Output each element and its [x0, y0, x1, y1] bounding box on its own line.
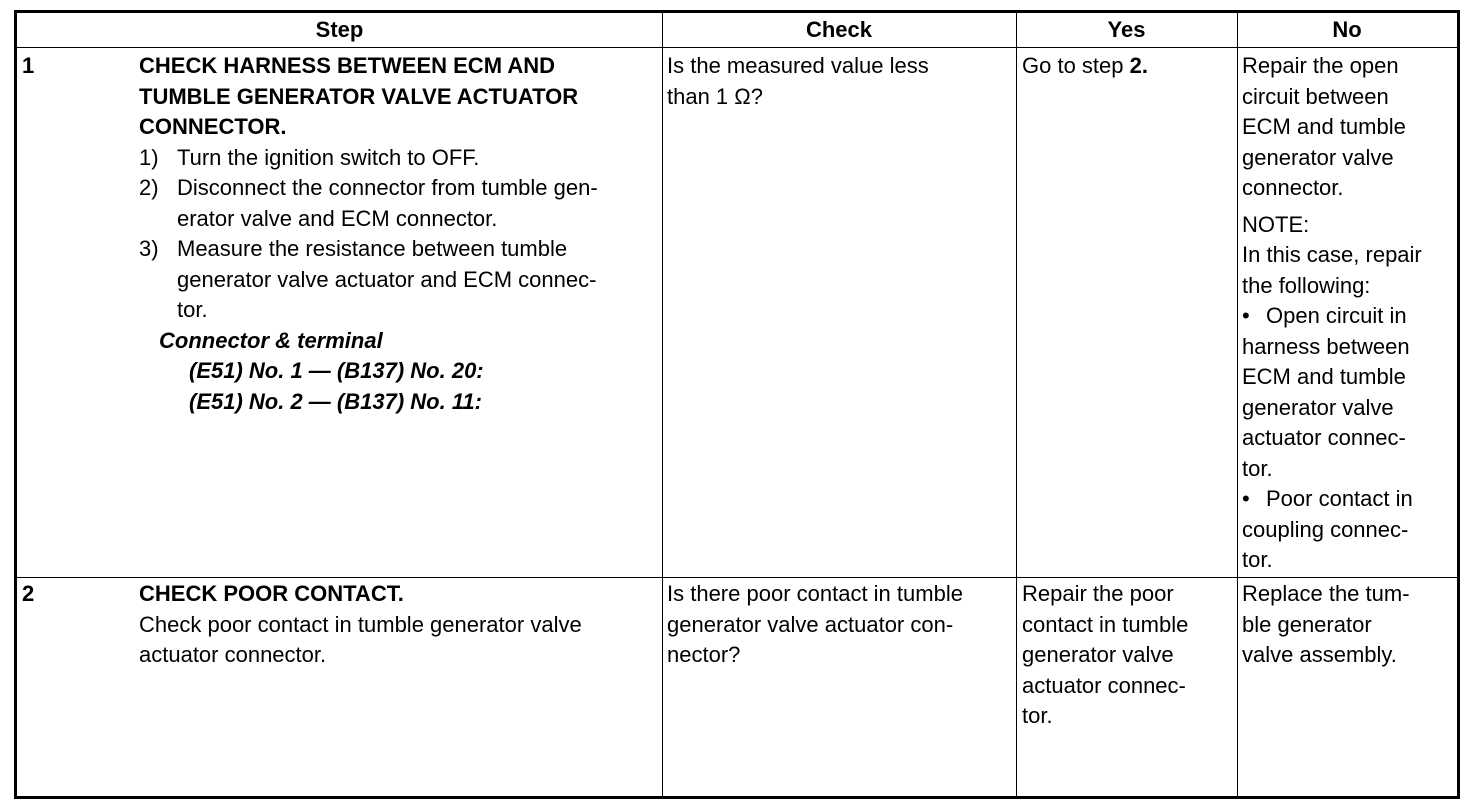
step-1-no: Repair the open circuit between ECM and tumble generator valve connector. NOTE: In this case, repair the following: • Open circuit in harness between ECM and tumble generator valve actuator connec- tor. • Poor contact in coupling connec- tor.: [1242, 51, 1457, 576]
procedure-item: 3) Measure the resistance between tumble generator valve actuator and ECM connec- tor.: [139, 236, 597, 322]
procedure-item: 1) Turn the ignition switch to OFF.: [139, 144, 480, 170]
troubleshooting-table: [14, 10, 1460, 799]
step-2-description: CHECK POOR CONTACT. Check poor contact in tumble generator valve actuator connector.: [139, 579, 659, 671]
header-no: No: [1332, 17, 1362, 42]
step-2-no: Replace the tum- ble generator valve assembly.: [1242, 581, 1410, 667]
procedure-item: 2) Disconnect the connector from tumble gen- erator valve and ECM connector.: [139, 175, 598, 231]
spec-line: (E51) No. 1 — (B137) No. 20:: [189, 358, 484, 383]
step-1-check: Is the measured value less than 1 Ω?: [667, 53, 929, 109]
column-divider: [1016, 13, 1017, 796]
step-title: CHECK HARNESS BETWEEN ECM AND TUMBLE GENERATOR VALVE ACTUATOR CONNECTOR.: [139, 53, 579, 139]
column-divider: [662, 13, 663, 796]
step-title: CHECK POOR CONTACT.: [139, 581, 404, 606]
header-step: Step: [315, 17, 364, 42]
step-1-description: [139, 51, 659, 417]
note-bullet: • Poor contact in coupling connec- tor.: [1242, 486, 1413, 572]
note-label: NOTE:: [1242, 211, 1310, 237]
step-2-check: Is there poor contact in tumble generator valve actuator con- nector?: [667, 581, 963, 667]
step-number: 2: [22, 581, 35, 606]
spec-label: Connector & terminal: [159, 327, 383, 353]
header-yes: Yes: [1107, 17, 1146, 42]
row-divider: [17, 577, 1457, 578]
step-1-yes: Go to step 2.: [1022, 53, 1148, 78]
note-bullet: • Open circuit in harness between ECM and tumble generator valve actuator connec- tor.: [1242, 303, 1410, 481]
header-divider: [17, 47, 1457, 48]
column-divider: [1237, 13, 1238, 796]
step-2-yes: Repair the poor contact in tumble generator valve actuator connec- tor.: [1022, 581, 1189, 728]
step-number: 1: [22, 53, 35, 78]
spec-line: (E51) No. 2 — (B137) No. 11:: [189, 388, 482, 414]
header-check: Check: [805, 17, 873, 42]
